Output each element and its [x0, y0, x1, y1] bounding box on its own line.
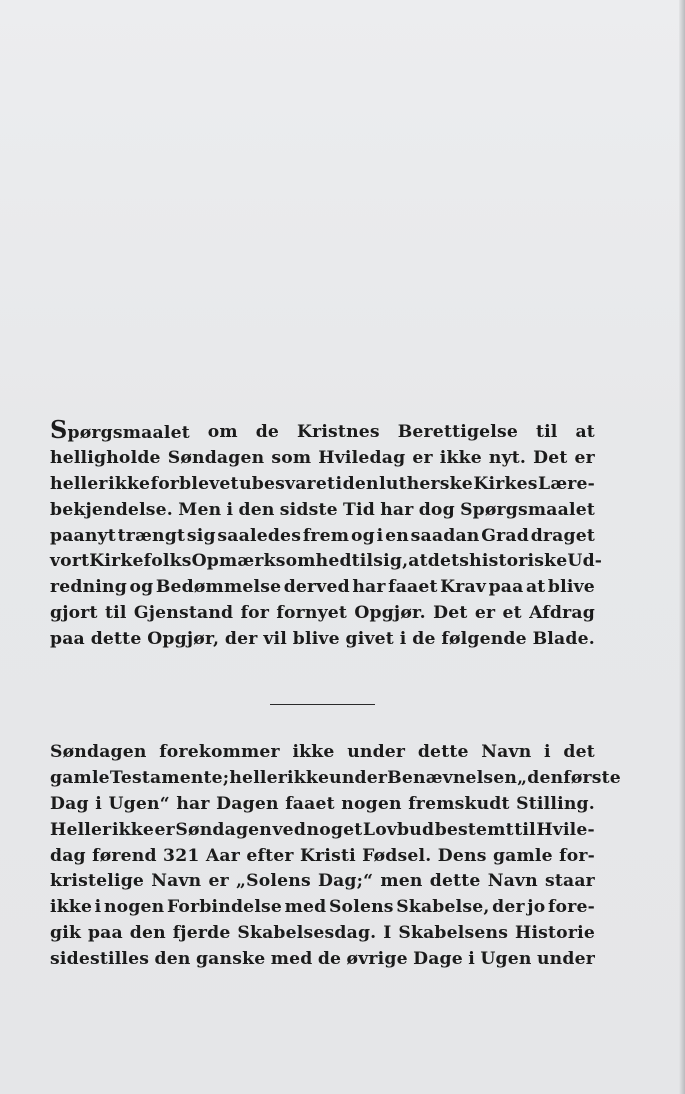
word: de [412, 629, 436, 650]
word: i [468, 949, 475, 970]
word: blive [292, 629, 340, 650]
word: „Solens [236, 871, 311, 892]
word: følgende [441, 629, 527, 650]
word: ikke [292, 742, 335, 762]
word: under [329, 767, 388, 788]
paragraph-sunday [50, 740, 621, 973]
word: Det [533, 447, 568, 468]
word: gjort [50, 603, 98, 624]
text-line [50, 844, 595, 870]
word: Spørgsmaalet [460, 499, 595, 520]
text-line [50, 472, 595, 498]
word: Søndagen [167, 447, 265, 468]
word: 321 [163, 845, 200, 866]
word: i [376, 525, 384, 546]
word: gik [50, 923, 82, 944]
word: Navn [487, 871, 538, 892]
word: Kirkes [473, 473, 538, 494]
word: paa [50, 629, 85, 650]
word: Grad [481, 525, 529, 546]
word: til [104, 603, 127, 624]
word: er [474, 603, 496, 624]
word: Dag;“ [317, 871, 374, 892]
word: Ugen [480, 949, 532, 970]
word: Bedømmelse [155, 577, 282, 598]
word: sig, [373, 551, 409, 572]
word: ubesvaret [239, 473, 336, 494]
word: Forbindelse [166, 897, 283, 918]
word: er [208, 871, 229, 892]
word: trængt [117, 525, 186, 546]
word: forblevet [150, 473, 239, 494]
word: bestemt [434, 819, 514, 840]
word: draget [530, 525, 595, 546]
word: Berettigelse [397, 422, 519, 442]
word: ikke [111, 819, 155, 840]
word: Spørgsmaalet [50, 415, 190, 444]
page-edge-shadow [679, 0, 685, 1094]
word: har [176, 793, 210, 814]
word: historiske [469, 551, 568, 572]
word: Krav [440, 577, 487, 598]
word: i [94, 897, 102, 918]
section-divider [270, 704, 375, 705]
word: ikke [108, 473, 151, 494]
word: men [380, 871, 423, 892]
word: Stilling. [516, 793, 595, 814]
word: under [536, 949, 595, 970]
paragraph-intro [50, 415, 603, 653]
word: saaledes [217, 525, 302, 546]
word: saadan [410, 525, 480, 546]
text-line [50, 818, 595, 844]
word: første [563, 767, 621, 788]
text-line [50, 601, 595, 627]
word: nyt. [488, 447, 527, 468]
word: den [238, 499, 275, 520]
word: Aar [205, 845, 240, 866]
text-line [50, 627, 595, 653]
word: at [408, 551, 428, 572]
word: Navn [151, 871, 202, 892]
word: ikke [439, 447, 482, 468]
word: i [335, 473, 343, 494]
word: faaet [388, 577, 438, 598]
word: dette [429, 871, 481, 892]
word: Fødsel. [362, 845, 432, 866]
word: paanyt [50, 525, 116, 546]
word: gamle [50, 767, 110, 788]
word: paa [488, 577, 524, 598]
word: heller [50, 473, 108, 494]
word: under [347, 742, 406, 762]
word: der [492, 897, 525, 918]
text-line [50, 921, 595, 947]
word: Navn [481, 742, 532, 762]
word: med [270, 949, 313, 970]
word: efter [246, 845, 294, 866]
word: ved [272, 819, 307, 840]
word: bekjendelse. [50, 499, 173, 520]
word: en [385, 525, 409, 546]
word: redning [50, 577, 127, 598]
text-line [50, 792, 595, 818]
word: i [399, 629, 407, 650]
word: dette [90, 629, 142, 650]
word: for [240, 603, 270, 624]
word: der [224, 629, 258, 650]
word: Solens [328, 897, 394, 918]
text-line [50, 498, 595, 524]
word: Men [178, 499, 222, 520]
word: nogen [341, 793, 402, 814]
word: lutherske [379, 473, 473, 494]
word: Kristi [299, 845, 356, 866]
word: som [271, 447, 312, 468]
word: faaet [285, 793, 335, 814]
word: til [351, 551, 374, 572]
word: Gjenstand [133, 603, 234, 624]
word: vort [50, 551, 90, 572]
word: førend [92, 845, 157, 866]
word: Hviledag [318, 447, 406, 468]
word: har [352, 577, 386, 598]
word: vil [263, 629, 287, 650]
word: kristelige [50, 871, 145, 892]
word: til [535, 422, 558, 442]
word: frem [302, 525, 350, 546]
word: Lovbud [362, 819, 435, 840]
word: Historie [515, 923, 595, 944]
word: paa [87, 923, 123, 944]
word: noget [306, 819, 363, 840]
text-line [50, 869, 595, 895]
word: har [380, 499, 414, 520]
word: blive [547, 577, 595, 598]
word: Ugen“ [108, 793, 170, 814]
word: Lære- [538, 473, 595, 494]
word: Testamente; [109, 767, 230, 788]
word: et [502, 603, 522, 624]
word: Opgjør, [147, 629, 220, 650]
word: det [563, 742, 595, 762]
word: Søndagen [50, 742, 147, 762]
word: Kristnes [296, 422, 380, 442]
word: givet [345, 629, 394, 650]
word: Hvile- [536, 819, 595, 840]
word: ikke [287, 767, 330, 788]
word: de [317, 949, 342, 970]
text-line [50, 740, 595, 766]
word: Ud- [567, 551, 603, 572]
word: den [129, 923, 166, 944]
word: dets [427, 551, 470, 572]
word: jo [527, 897, 546, 918]
word: Skabelsens [398, 923, 509, 944]
word: fjerde [172, 923, 231, 944]
word: Tid [343, 499, 375, 520]
text-line [50, 415, 595, 446]
word: Skabelsesdag. [237, 923, 377, 944]
word: dog [418, 499, 455, 520]
word: fremskudt [408, 793, 510, 814]
word: forekommer [159, 742, 280, 762]
word: heller [229, 767, 288, 788]
word: nogen [103, 897, 165, 918]
word: i [95, 793, 102, 814]
word: helligholde [50, 447, 161, 468]
text-line [50, 549, 603, 575]
text-line [50, 575, 595, 601]
word: de [255, 422, 280, 442]
text-line [50, 446, 595, 472]
word: Dag [50, 793, 89, 814]
text-line [50, 524, 595, 550]
word: Kirkefolks [89, 551, 192, 572]
word: er [154, 819, 175, 840]
word: fore- [547, 897, 595, 918]
word: for- [559, 845, 595, 866]
word: om [207, 422, 238, 442]
word: den [342, 473, 379, 494]
word: Heller [50, 819, 112, 840]
word: derved [283, 577, 350, 598]
word: Skabelse, [396, 897, 490, 918]
word: sig [186, 525, 216, 546]
word: gamle [492, 845, 553, 866]
word: med [284, 897, 327, 918]
word: Benævnelsen [387, 767, 518, 788]
word: dette [417, 742, 469, 762]
word: at [525, 577, 546, 598]
word: sidestilles [50, 949, 150, 970]
word: til [514, 819, 536, 840]
word: er [574, 447, 595, 468]
word: Dagen [216, 793, 279, 814]
word: dag [50, 845, 86, 866]
word: Dage [413, 949, 463, 970]
word: Søndagen [175, 819, 272, 840]
text-line [50, 895, 595, 921]
word: den [154, 949, 191, 970]
word: „den [517, 767, 564, 788]
word: Afdrag [529, 603, 595, 624]
word: er [412, 447, 433, 468]
word: i [226, 499, 234, 520]
word: I [383, 923, 392, 944]
word: øvrige [346, 949, 408, 970]
word: sidste [279, 499, 338, 520]
word: Dens [437, 845, 487, 866]
word: og [350, 525, 375, 546]
word: staar [544, 871, 595, 892]
word: fornyet [276, 603, 348, 624]
word: Blade. [532, 629, 595, 650]
word: ganske [195, 949, 266, 970]
text-line [50, 947, 595, 973]
word: i [544, 742, 551, 762]
text-line [50, 766, 621, 792]
word: at [575, 422, 595, 442]
word: Opmærksomhed [191, 551, 352, 572]
word: ikke [50, 897, 93, 918]
word: Det [433, 603, 468, 624]
word: og [129, 577, 154, 598]
word: Opgjør. [354, 603, 426, 624]
